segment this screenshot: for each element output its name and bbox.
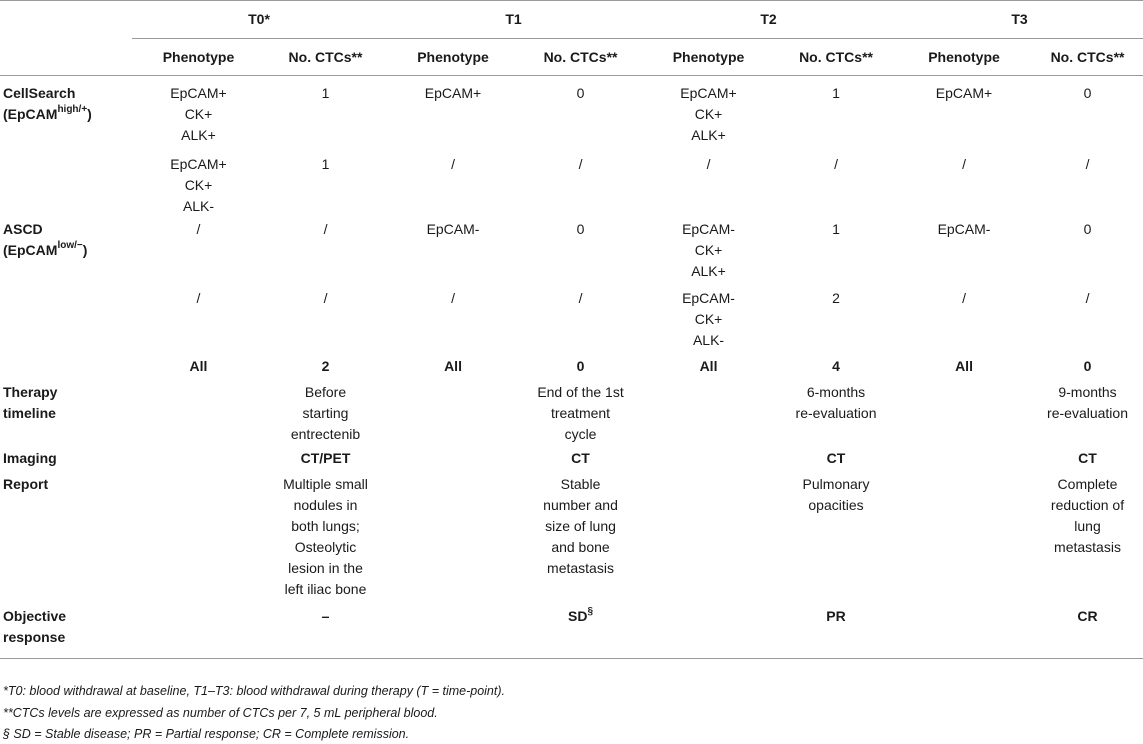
header-ctcs: No. CTCs** — [288, 48, 363, 65]
phenotype-cell: / — [962, 290, 966, 306]
ctc-count-cell: 0 — [1083, 221, 1092, 237]
header-ctcs: No. CTCs** — [799, 48, 873, 65]
all-row — [0, 355, 1143, 382]
report-t1: Stable number and size of lung and bone metastasis — [543, 476, 618, 576]
header-phenotype: Phenotype — [162, 48, 235, 65]
phenotype-cell: / — [196, 290, 201, 306]
cellsearch-row-1 — [0, 76, 1143, 147]
all-label: All — [699, 358, 718, 374]
phenotype-cell: EpCAM+ — [935, 85, 993, 101]
therapy-t0: Before starting entrectenib — [290, 384, 361, 442]
report-row — [0, 474, 1143, 606]
ctc-count-cell: 0 — [576, 221, 585, 237]
imaging-t3: CT — [1078, 450, 1097, 466]
phenotype-cell: EpCAM+ CK+ ALK+ — [170, 85, 227, 143]
all-label: All — [955, 358, 973, 374]
all-total-t3: 0 — [1083, 358, 1092, 374]
phenotype-cell: / — [706, 156, 711, 172]
header-ctcs: No. CTCs** — [543, 48, 618, 65]
ctc-count-cell: 1 — [321, 156, 330, 172]
phenotype-cell: EpCAM+ CK+ ALK- — [170, 156, 227, 214]
ctc-count-cell: / — [323, 221, 328, 237]
ctc-count-cell: / — [578, 290, 583, 306]
all-total-t1: 0 — [576, 358, 585, 374]
timepoint-header-row — [0, 1, 1143, 39]
objective-t0: – — [321, 608, 330, 624]
imaging-row — [0, 448, 1143, 474]
therapy-label: Therapy timeline — [3, 384, 58, 421]
ctc-count-cell: 1 — [832, 85, 840, 101]
ctc-count-cell: / — [834, 156, 838, 172]
footnote-2: **CTCs levels are expressed as number of CTCs per 7, 5 mL peripheral blood. — [3, 706, 438, 720]
header-phenotype: Phenotype — [417, 48, 489, 65]
therapy-row — [0, 382, 1143, 448]
phenotype-cell: EpCAM- — [937, 221, 991, 237]
phenotype-cell: / — [451, 156, 455, 172]
column-header-row — [0, 39, 1143, 76]
objective-row — [0, 606, 1143, 658]
header-t1: T1 — [386, 1, 641, 39]
header-t2: T2 — [641, 1, 896, 39]
ctc-count-cell: / — [323, 290, 328, 306]
phenotype-cell: EpCAM- CK+ ALK+ — [682, 221, 735, 279]
ascd-row-1 — [0, 217, 1143, 285]
imaging-label: Imaging — [3, 450, 57, 466]
cellsearch-label: CellSearch (EpCAM$^{high/+}$) — [3, 85, 92, 122]
ctc-count-cell: 1 — [321, 85, 330, 101]
ctc-count-cell: 0 — [1083, 85, 1092, 101]
ctc-count-cell: 2 — [832, 290, 840, 306]
imaging-t0: CT/PET — [300, 450, 351, 466]
ascd-row-2 — [0, 285, 1143, 355]
phenotype-cell: EpCAM- CK+ ALK- — [682, 290, 735, 348]
all-total-t0: 2 — [321, 358, 330, 374]
report-t2: Pulmonary opacities — [802, 476, 870, 513]
all-label: All — [444, 358, 462, 374]
imaging-t1: CT — [571, 450, 590, 466]
cellsearch-row-2 — [0, 146, 1143, 217]
ctc-count-cell: 0 — [576, 85, 585, 101]
header-phenotype: Phenotype — [928, 48, 1000, 65]
header-ctcs: No. CTCs** — [1050, 48, 1125, 65]
header-t0: T0* — [132, 1, 386, 39]
phenotype-cell: EpCAM+ — [424, 85, 482, 101]
footnote-1: *T0: blood withdrawal at baseline, T1–T3: blood withdrawal during therapy (T = time-point). — [3, 684, 505, 698]
phenotype-cell: EpCAM+ CK+ ALK+ — [680, 85, 737, 143]
report-t3: Complete reduction of lung metastasis — [1050, 476, 1125, 555]
ascd-label: ASCD (EpCAM$^{low/-}$) — [3, 221, 88, 258]
objective-t1: SD§ — [568, 606, 594, 624]
objective-label: Objective response — [3, 608, 67, 645]
objective-t2: PR — [826, 608, 846, 624]
all-label: All — [189, 358, 208, 374]
footnote-3: § SD = Stable disease; PR = Partial response; CR = Complete remission. — [3, 727, 410, 741]
ctc-count-cell: / — [578, 156, 583, 172]
ctc-count-cell: / — [1085, 290, 1090, 306]
phenotype-cell: / — [962, 156, 966, 172]
ctc-count-cell: / — [1085, 156, 1090, 172]
header-t3: T3 — [896, 1, 1143, 39]
therapy-t2: 6-months re-evaluation — [795, 384, 877, 421]
objective-t3: CR — [1077, 608, 1098, 624]
report-label: Report — [3, 476, 49, 492]
therapy-t3: 9-months re-evaluation — [1047, 384, 1128, 421]
all-total-t2: 4 — [832, 358, 840, 374]
phenotype-cell: EpCAM- — [426, 221, 480, 237]
therapy-t1: End of the 1st treatment cycle — [537, 384, 624, 442]
ctc-count-cell: 1 — [832, 221, 840, 237]
imaging-t2: CT — [826, 450, 846, 466]
corner-cell — [0, 1, 132, 39]
phenotype-cell: / — [196, 221, 201, 237]
phenotype-cell: / — [451, 290, 455, 306]
header-phenotype: Phenotype — [672, 48, 745, 65]
report-t0: Multiple small nodules in both lungs; Osteolytic lesion in the left iliac bone — [283, 476, 368, 597]
